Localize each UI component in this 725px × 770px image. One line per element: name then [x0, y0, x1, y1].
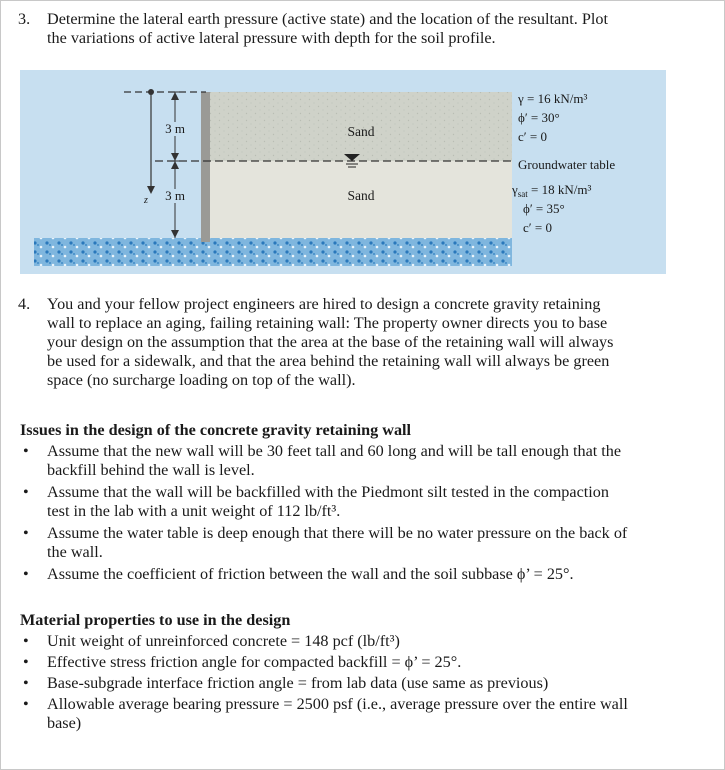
- question-4-line: You and your fellow project engineers are hired to design a concrete gravity retaining: [47, 295, 601, 313]
- question-3-number: 3.: [18, 10, 31, 28]
- property-friction-angle-lower: ϕ′ = 35°: [523, 201, 565, 216]
- list-item: [20, 674, 700, 693]
- question-3-line: the variations of active lateral pressure with depth for the soil profile.: [47, 29, 496, 47]
- list-item-line: test in the lab with a unit weight of 112 lb/ft³.: [47, 502, 341, 520]
- depth-label-lower: 3 m: [165, 188, 185, 203]
- list-item: [20, 483, 700, 521]
- question-4: [18, 295, 698, 390]
- bullet-icon: •: [23, 483, 29, 501]
- property-cohesion: c′ = 0: [518, 129, 547, 144]
- groundwater-table-label: Groundwater table: [518, 157, 616, 172]
- property-unit-weight: γ = 16 kN/m³: [518, 91, 588, 106]
- list-item: [20, 653, 700, 672]
- material-list: [20, 632, 700, 733]
- bullet-icon: •: [23, 524, 29, 542]
- list-item: [20, 565, 700, 584]
- list-item: [20, 695, 700, 733]
- question-4-line: wall to replace an aging, failing retaining wall: The property owner directs you to base: [47, 314, 608, 332]
- question-4-line: space (no surcharge loading on top of the wall).: [47, 371, 356, 389]
- list-item-line: backfill behind the wall is level.: [47, 461, 255, 479]
- property-cohesion-lower: c′ = 0: [523, 220, 552, 235]
- bullet-icon: •: [23, 653, 29, 671]
- list-item-line: Assume the coefficient of friction between the wall and the soil subbase ϕ’ = 25°.: [47, 565, 574, 583]
- bullet-icon: •: [23, 442, 29, 460]
- retaining-wall: [201, 92, 210, 242]
- question-3: [18, 10, 698, 48]
- list-item-line: Assume that the wall will be backfilled with the Piedmont silt tested in the compaction: [47, 483, 609, 501]
- list-item: [20, 442, 700, 480]
- list-item-line: Assume the water table is deep enough that there will be no water pressure on the back of: [47, 524, 628, 542]
- list-item-line: Unit weight of unreinforced concrete = 148 pcf (lb/ft³): [47, 632, 400, 650]
- origin-point: [148, 89, 154, 95]
- bullet-icon: •: [23, 674, 29, 692]
- z-axis-label: z: [144, 195, 148, 206]
- list-item-line: Base-subgrade interface friction angle = from lab data (use same as previous): [47, 674, 549, 692]
- list-item-line: base): [47, 714, 82, 732]
- soil-label-upper: Sand: [347, 124, 375, 139]
- subgrade-base: [34, 238, 512, 266]
- question-4-line: your design on the assumption that the area at the base of the retaining wall will always: [47, 333, 614, 351]
- list-item-line: Assume that the new wall will be 30 feet tall and 60 long and will be tall enough that the: [47, 442, 622, 460]
- soil-label-lower: Sand: [347, 188, 375, 203]
- list-item-line: Allowable average bearing pressure = 2500 psf (i.e., average pressure over the entire wall: [47, 695, 628, 713]
- list-item-line: the wall.: [47, 543, 103, 561]
- issues-list: [20, 442, 700, 584]
- bullet-icon: •: [23, 632, 29, 650]
- bullet-icon: •: [23, 695, 29, 713]
- soil-profile-figure: [20, 70, 666, 274]
- issues-heading: Issues in the design of the concrete gravity retaining wall: [20, 421, 412, 439]
- property-friction-angle: ϕ′ = 30°: [518, 110, 560, 125]
- question-4-line: be used for a sidewalk, and that the area behind the retaining wall will always be green: [47, 352, 610, 370]
- list-item-line: Effective stress friction angle for compacted backfill = ϕ’ = 25°.: [47, 653, 462, 671]
- list-item: [20, 524, 700, 562]
- list-item: [20, 632, 700, 651]
- bullet-icon: •: [23, 565, 29, 583]
- question-3-line: Determine the lateral earth pressure (active state) and the location of the resultant. Plot: [47, 10, 608, 28]
- depth-label-upper: 3 m: [165, 121, 185, 136]
- question-4-number: 4.: [18, 295, 31, 313]
- material-heading: Material properties to use in the design: [20, 611, 291, 629]
- property-sat-unit-weight: $\gamma_{sat} = 18$ kN/m³: [512, 182, 592, 199]
